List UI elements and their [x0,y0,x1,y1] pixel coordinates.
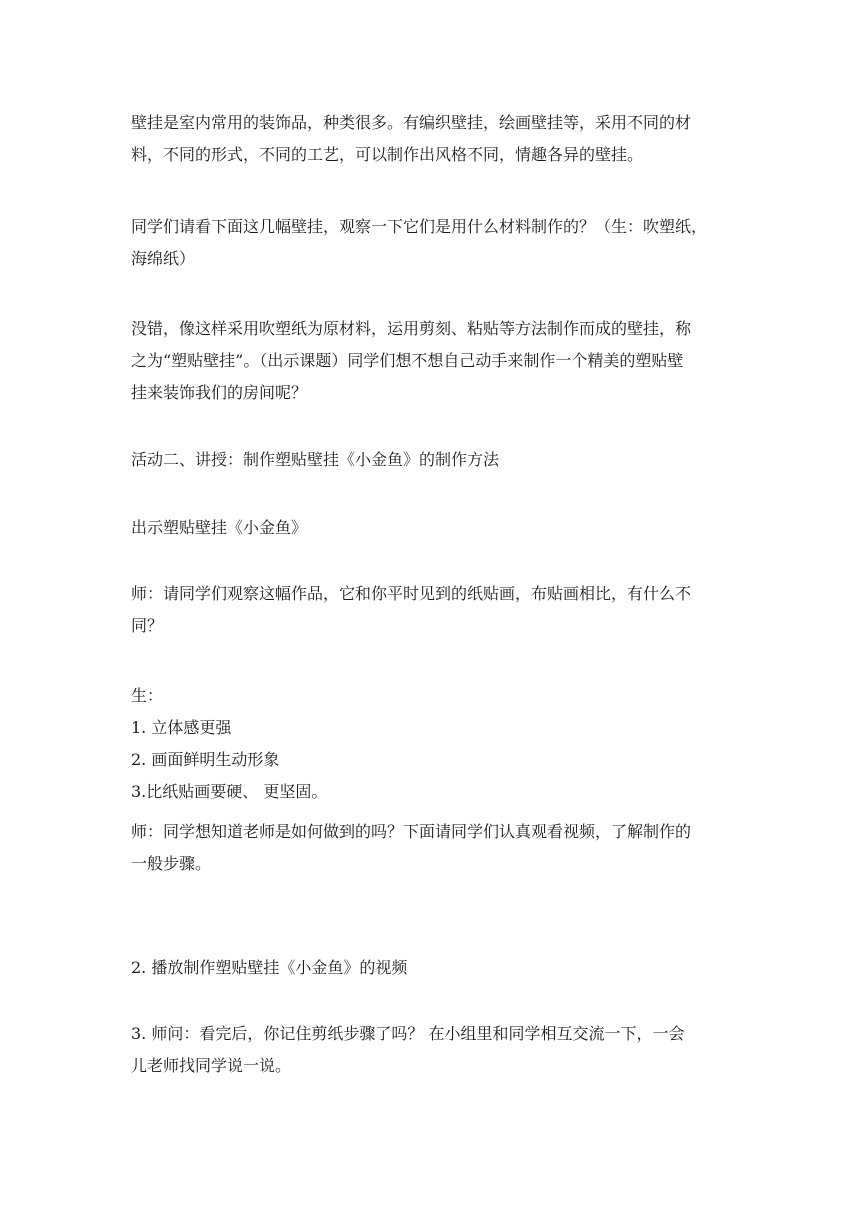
paragraph-intro [131,107,731,171]
text-line: 挂来装饰我们的房间呢？ [131,383,308,402]
paragraph-teacher-video [131,816,731,880]
paragraph-teacher-ask [131,1018,731,1082]
section-heading-activity-two [131,444,731,476]
text-line: 之为“塑贴壁挂”。（出示课题）同学们想不想自己动手来制作一个精美的塑贴壁 [131,351,684,370]
paragraph-question [131,211,731,275]
text-line: 3. 师问：看完后，你记住剪纸步骤了吗？ 在小组里和同学相互交流一下，一会 [131,1024,685,1043]
paragraph-student-answers [131,680,731,808]
text-line: 2. 播放制作塑贴壁挂《小金鱼》的视频 [131,958,408,977]
list-item: 3.比纸贴画要硬、 更坚固。 [131,782,328,801]
text-line: 出示塑贴壁挂《小金鱼》 [131,518,308,537]
answer-label: 生： [131,686,164,705]
text-line: 师：同学想知道老师是如何做到的吗？下面请同学们认真观看视频，了解制作的 [131,822,692,841]
paragraph-definition [131,313,731,409]
text-line: 同？ [131,616,164,635]
text-line: 同学们请看下面这几幅壁挂，观察一下它们是用什么材料制作的？（生：吹塑纸， [131,217,708,236]
text-line: 料，不同的形式，不同的工艺，可以制作出风格不同，情趣各异的壁挂。 [131,145,644,164]
list-item: 2. 画面鲜明生动形象 [131,750,280,769]
text-line: 师：请同学们观察这幅作品，它和你平时见到的纸贴画，布贴画相比，有什么不 [131,584,692,603]
list-item: 1. 立体感更强 [131,718,232,737]
paragraph-show-work [131,512,731,544]
text-line: 活动二、讲授：制作塑贴壁挂《小金鱼》的制作方法 [131,450,500,469]
text-line: 儿老师找同学说一说。 [131,1056,292,1075]
text-line: 壁挂是室内常用的装饰品，种类很多。有编织壁挂，绘画壁挂等，采用不同的材 [131,113,692,132]
paragraph-teacher-question [131,578,731,642]
text-line: 没错，像这样采用吹塑纸为原材料，运用剪刻、粘贴等方法制作而成的壁挂，称 [131,319,692,338]
text-line: 海绵纸） [131,249,196,268]
text-line: 一般步骤。 [131,854,212,873]
paragraph-play-video [131,952,731,984]
